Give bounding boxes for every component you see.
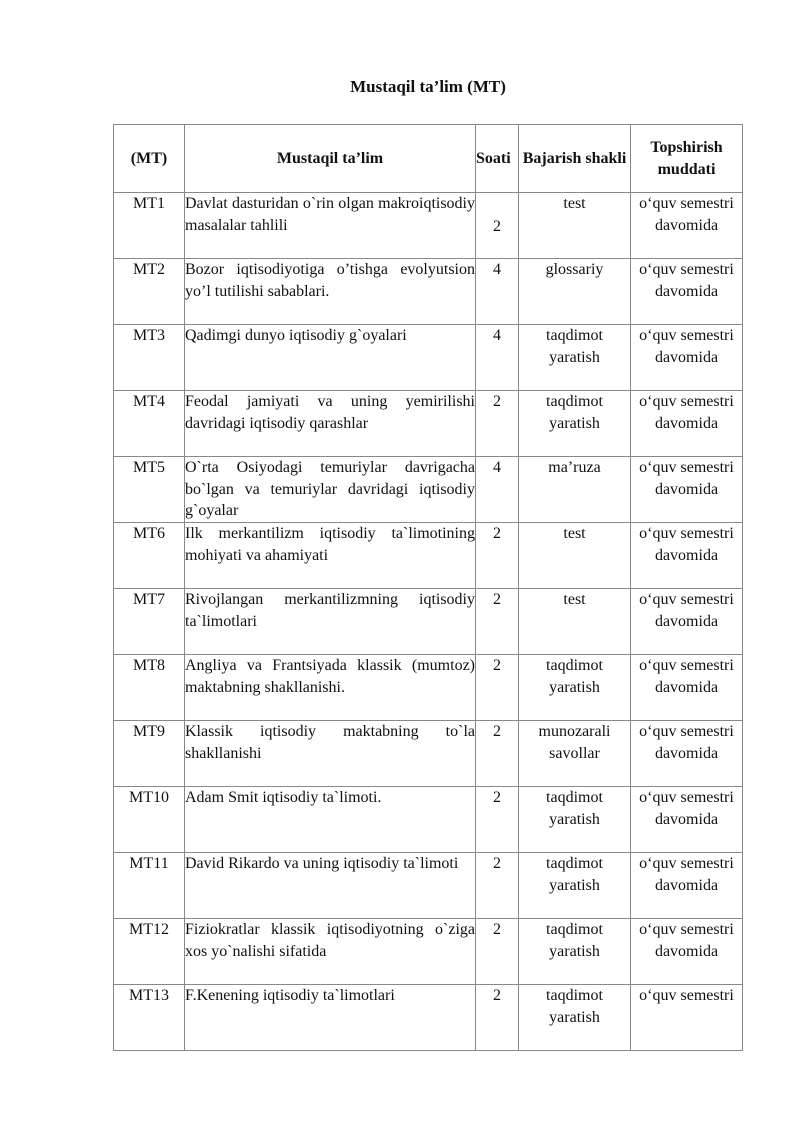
row-form: taqdimot yaratish (519, 391, 631, 457)
row-deadline: o‘quv semestri davomida (631, 457, 743, 523)
table-row (114, 391, 743, 457)
row-hours: 2 (476, 523, 519, 589)
row-deadline: o‘quv semestri davomida (631, 259, 743, 325)
row-id: MT12 (114, 919, 185, 985)
table-row (114, 193, 743, 259)
row-form: test (519, 193, 631, 259)
independent-study-table (113, 124, 743, 1051)
row-id: MT6 (114, 523, 185, 589)
row-task: F.Kenening iqtisodiy ta`limotlari (185, 985, 476, 1051)
table-row (114, 787, 743, 853)
row-task: Rivojlangan merkantilizmning iqtisodiy ta`limotlari (185, 589, 476, 655)
row-task: Fiziokratlar klassik iqtisodiyotning o`ziga xos yo`nalishi sifatida (185, 919, 476, 985)
table-row (114, 853, 743, 919)
header-form: Bajarish shakli (519, 125, 631, 193)
row-id: MT3 (114, 325, 185, 391)
row-form: munozarali savollar (519, 721, 631, 787)
row-task: Qadimgi dunyo iqtisodiy g`oyalari (185, 325, 476, 391)
table-row (114, 325, 743, 391)
row-id: MT5 (114, 457, 185, 523)
row-hours: 2 (476, 655, 519, 721)
row-id: MT4 (114, 391, 185, 457)
table-row (114, 523, 743, 589)
row-form: taqdimot yaratish (519, 655, 631, 721)
row-hours: 2 (476, 721, 519, 787)
row-id: MT13 (114, 985, 185, 1051)
row-task: O`rta Osiyodagi temuriylar davrigacha bo`lgan va temuriylar davridagi iqtisodiy g`oyalar (185, 457, 476, 523)
row-id: MT1 (114, 193, 185, 259)
row-task: Adam Smit iqtisodiy ta`limoti. (185, 787, 476, 853)
row-task: Angliya va Frantsiyada klassik (mumtoz) maktabning shakllanishi. (185, 655, 476, 721)
row-deadline: o‘quv semestri davomida (631, 325, 743, 391)
row-deadline: o‘quv semestri davomida (631, 589, 743, 655)
row-deadline: o‘quv semestri davomida (631, 391, 743, 457)
table-row (114, 655, 743, 721)
table-row (114, 457, 743, 523)
row-form: test (519, 589, 631, 655)
row-task: Bozor iqtisodiyotiga o’tishga evolyutsion yo’l tutilishi sabablari. (185, 259, 476, 325)
row-deadline: o‘quv semestri davomida (631, 853, 743, 919)
row-task: Ilk merkantilizm iqtisodiy ta`limotining mohiyati va ahamiyati (185, 523, 476, 589)
row-deadline: o‘quv semestri davomida (631, 721, 743, 787)
row-task: Klassik iqtisodiy maktabning to`la shakllanishi (185, 721, 476, 787)
row-deadline: o‘quv semestri (631, 985, 743, 1051)
row-task: David Rikardo va uning iqtisodiy ta`limoti (185, 853, 476, 919)
row-hours: 2 (476, 919, 519, 985)
row-form: glossariy (519, 259, 631, 325)
table-row (114, 985, 743, 1051)
row-form: taqdimot yaratish (519, 853, 631, 919)
row-hours: 2 (476, 391, 519, 457)
row-form: test (519, 523, 631, 589)
table-header-row (114, 125, 743, 193)
row-form: taqdimot yaratish (519, 787, 631, 853)
row-task: Davlat dasturidan o`rin olgan makroiqtisodiy masalalar tahlili (185, 193, 476, 259)
row-task: Feodal jamiyati va uning yemirilishi davridagi iqtisodiy qarashlar (185, 391, 476, 457)
row-hours: 2 (476, 193, 519, 259)
row-form: ma’ruza (519, 457, 631, 523)
row-id: MT11 (114, 853, 185, 919)
table-row (114, 259, 743, 325)
header-hours-label: Soati (476, 149, 511, 167)
row-deadline: o‘quv semestri davomida (631, 193, 743, 259)
row-deadline: o‘quv semestri davomida (631, 523, 743, 589)
row-hours: 2 (476, 853, 519, 919)
row-id: MT2 (114, 259, 185, 325)
row-deadline: o‘quv semestri davomida (631, 919, 743, 985)
row-hours: 4 (476, 457, 519, 523)
row-deadline: o‘quv semestri davomida (631, 787, 743, 853)
row-id: MT9 (114, 721, 185, 787)
header-task: Mustaqil ta’lim (185, 125, 476, 193)
row-hours: 4 (476, 259, 519, 325)
table-row (114, 721, 743, 787)
row-deadline: o‘quv semestri davomida (631, 655, 743, 721)
row-hours: 2 (476, 985, 519, 1051)
table-row (114, 919, 743, 985)
row-id: MT8 (114, 655, 185, 721)
row-id: MT7 (114, 589, 185, 655)
row-hours: 4 (476, 325, 519, 391)
row-hours: 2 (476, 589, 519, 655)
row-form: taqdimot yaratish (519, 919, 631, 985)
header-id: (MT) (114, 125, 185, 193)
header-deadline: Topshirish muddati (631, 125, 743, 193)
header-hours (476, 125, 519, 193)
row-id: MT10 (114, 787, 185, 853)
row-form: taqdimot yaratish (519, 985, 631, 1051)
row-form: taqdimot yaratish (519, 325, 631, 391)
page-title: Mustaqil ta’lim (MT) (350, 77, 506, 96)
table-row (114, 589, 743, 655)
row-hours: 2 (476, 787, 519, 853)
